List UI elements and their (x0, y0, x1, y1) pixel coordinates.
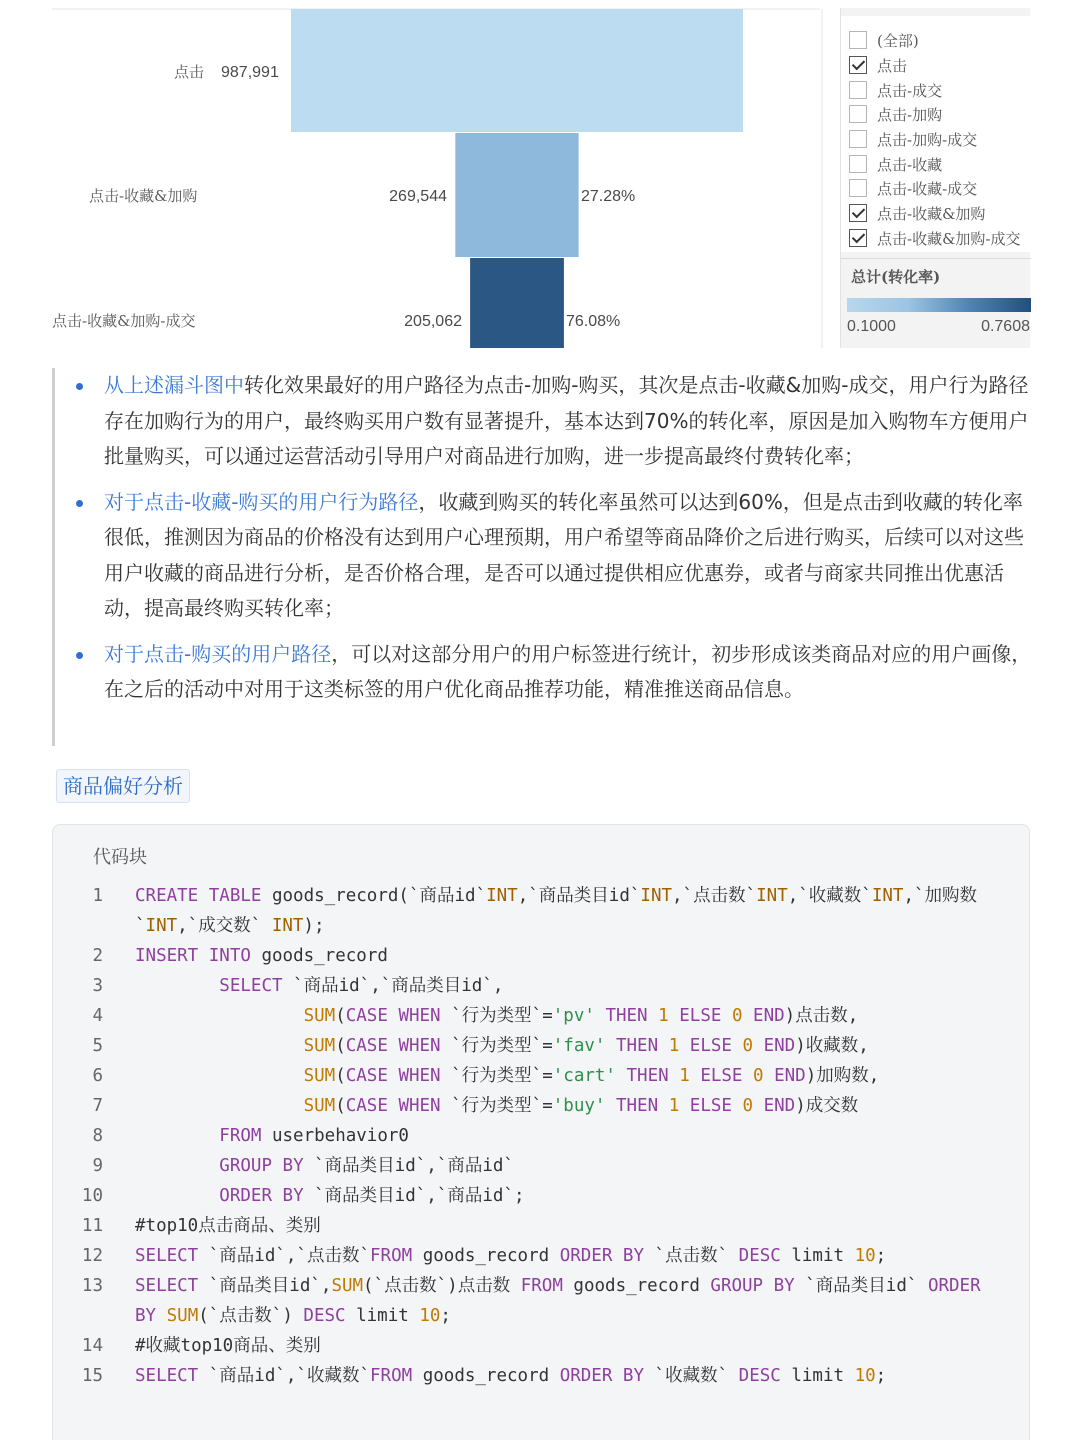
filter-item-click-buy[interactable] (849, 78, 942, 102)
bullet-item (60, 485, 1040, 627)
bullet-text: ，可以对这部分用户的用户标签进行统计，初步形成该类商品对应的用户画像，在之后的活动中对用于这类标签的用户优化商品推荐功能，精准推送商品信息。 (104, 641, 1032, 701)
code-text[interactable]: INSERT INTO goods_record (135, 946, 388, 966)
code-text[interactable]: FROM userbehavior0 (219, 1126, 409, 1146)
code-line (53, 1361, 1029, 1391)
code-line (53, 1241, 1029, 1271)
line-number: 1 (92, 886, 103, 906)
code-line (53, 1091, 1029, 1121)
checkbox[interactable] (849, 105, 867, 123)
filter-label: 点击 (877, 56, 908, 75)
line-number: 2 (92, 946, 103, 966)
code-text[interactable]: SUM(CASE WHEN `行为类型`='cart' THEN 1 ELSE 0 END)加购数, (303, 1066, 880, 1086)
checkbox[interactable] (849, 130, 867, 148)
section-heading-tag[interactable]: 商品偏好分析 (56, 769, 190, 803)
line-number: 13 (81, 1276, 103, 1296)
filter-label: 点击-收藏-成交 (877, 179, 978, 198)
filter-label: 点击-收藏&加购-成交 (877, 229, 1021, 248)
funnel-bar-click[interactable] (291, 9, 743, 132)
funnel-bar-click-fav-cart-buy[interactable] (470, 258, 564, 348)
code-line (53, 971, 1029, 1001)
code-line (53, 1181, 1029, 1211)
stage-label-click-fav-cart-buy: 点击-收藏&加购-成交 (52, 312, 196, 330)
code-text[interactable]: SUM(CASE WHEN `行为类型`='fav' THEN 1 ELSE 0 END)收藏数, (303, 1036, 869, 1056)
filter-item-click-fav[interactable] (849, 152, 942, 176)
code-text[interactable]: SELECT `商品id`,`点击数`FROM goods_record ORDER BY `点击数` DESC limit 10; (135, 1246, 887, 1266)
blockquote-bar (52, 368, 55, 746)
bullet-item (60, 637, 1040, 708)
stage-rate-click-fav-cart-buy: 76.08% (566, 313, 621, 330)
code-line (53, 1001, 1029, 1031)
line-number: 15 (81, 1366, 103, 1386)
code-text[interactable]: SELECT `商品id`,`收藏数`FROM goods_record ORDER BY `收藏数` DESC limit 10; (135, 1366, 887, 1386)
line-number: 12 (81, 1246, 103, 1266)
code-block (52, 824, 1030, 1440)
code-line (53, 1151, 1029, 1181)
stage-label-click-fav-cart: 点击-收藏&加购 (89, 187, 198, 205)
line-number: 8 (92, 1126, 103, 1146)
bullet-item (60, 368, 1040, 475)
line-number: 11 (81, 1216, 103, 1236)
code-line (53, 941, 1029, 971)
code-text[interactable]: #top10点击商品、类别 (135, 1216, 321, 1236)
bullet-highlight-link[interactable]: 从上述漏斗图中 (104, 373, 244, 397)
bullet-text: ，收藏到购买的转化率虽然可以达到60%，但是点击到收藏的转化率很低，推测因为商品的价格没有达到用户心理预期，用户希望等商品降价之后进行购买，后续可以对这些用户收藏的商品进行分析，是否价格合理，是否可以通过提供相应优惠券，或者与商家共同推出优惠活动，提高最终购买转化率； (104, 489, 1024, 620)
checkbox[interactable] (849, 204, 867, 222)
filter-label: 点击-收藏&加购 (877, 204, 986, 223)
line-number: 10 (81, 1186, 103, 1206)
line-number: 4 (92, 1006, 103, 1026)
line-number: 3 (92, 976, 103, 996)
bullet-highlight-link[interactable]: 对于点击-购买的用户路径 (104, 641, 332, 666)
code-lines (53, 881, 1029, 1391)
code-text[interactable]: GROUP BY `商品类目id`,`商品id` (219, 1156, 514, 1176)
filter-label: 点击-收藏 (877, 155, 943, 174)
code-text[interactable]: SELECT `商品类目id`,SUM(`点击数`)点击数 FROM goods_record GROUP BY `商品类目id` ORDER BY SUM(`点击数`) DESC limit 10; (135, 1276, 981, 1326)
filter-label: 点击-加购 (877, 105, 943, 124)
filter-list (841, 16, 1031, 252)
filter-item-click-cart-buy[interactable] (849, 127, 977, 151)
code-line (53, 1271, 1029, 1331)
filter-item-click-fav-cart-buy[interactable] (849, 226, 1021, 250)
line-number: 9 (92, 1156, 103, 1176)
line-number: 7 (92, 1096, 103, 1116)
stage-value-click: 987,991 (221, 64, 279, 81)
code-text[interactable]: ORDER BY `商品类目id`,`商品id`; (219, 1186, 525, 1206)
code-text[interactable]: SELECT `商品id`,`商品类目id`, (219, 976, 504, 996)
stage-rate-click-fav-cart: 27.28% (581, 188, 636, 205)
line-number: 5 (92, 1036, 103, 1056)
checkbox[interactable] (849, 155, 867, 173)
code-line (53, 1121, 1029, 1151)
code-line (53, 1061, 1029, 1091)
code-line (53, 1211, 1029, 1241)
code-line (53, 1331, 1029, 1361)
color-gradient-bar (847, 298, 1031, 312)
filter-label: (全部) (877, 31, 919, 50)
line-number: 6 (92, 1066, 103, 1086)
legend-divider (841, 258, 1031, 259)
funnel-chart (0, 0, 830, 350)
code-text[interactable]: SUM(CASE WHEN `行为类型`='pv' THEN 1 ELSE 0 END)点击数, (303, 1006, 859, 1026)
color-range-min: 0.1000 (847, 318, 896, 335)
filter-item-click-fav-buy[interactable] (849, 176, 977, 200)
checkbox[interactable] (849, 229, 867, 247)
filter-item-all[interactable] (849, 28, 919, 52)
code-line (53, 1031, 1029, 1061)
checkbox[interactable] (849, 56, 867, 74)
line-number: 14 (81, 1336, 103, 1356)
funnel-bar-click-fav-cart[interactable] (455, 133, 578, 257)
legend-panel (840, 8, 1030, 348)
stage-value-click-fav-cart: 269,544 (389, 188, 447, 205)
code-text[interactable]: #收藏top10商品、类别 (135, 1336, 321, 1356)
filter-item-click-cart[interactable] (849, 102, 942, 126)
code-line (53, 881, 1029, 941)
filter-label: 点击-加购-成交 (877, 130, 978, 149)
color-legend-title: 总计(转化率) (851, 268, 941, 286)
stage-label-click: 点击 (173, 63, 204, 81)
code-text[interactable]: SUM(CASE WHEN `行为类型`='buy' THEN 1 ELSE 0 END)成交数 (303, 1096, 859, 1116)
checkbox[interactable] (849, 179, 867, 197)
code-text[interactable]: CREATE TABLE goods_record(`商品id`INT,`商品类目id`INT,`点击数`INT,`收藏数`INT,`加购数`INT,`成交数` INT); (135, 886, 978, 936)
analysis-bullet-list (60, 368, 1040, 708)
color-range-max: 0.7608 (981, 318, 1030, 335)
checkbox[interactable] (849, 81, 867, 99)
bullet-highlight-link[interactable]: 对于点击-收藏-购买的用户行为路径 (104, 489, 419, 514)
stage-value-click-fav-cart-buy: 205,062 (404, 313, 462, 330)
checkbox[interactable] (849, 31, 867, 49)
filter-label: 点击-成交 (877, 81, 943, 100)
code-block-title: 代码块 (93, 847, 147, 868)
filter-item-click[interactable] (849, 53, 907, 77)
filter-item-click-fav-cart[interactable] (849, 201, 985, 225)
bullet-text: 转化效果最好的用户路径为点击-加购-购买，其次是点击-收藏&加购-成交，用户行为路径存在加购行为的用户，最终购买用户数有显著提升，基本达到70%的转化率，原因是加入购物车方便用户批量购买，可以通过运营活动引导用户对商品进行加购，进一步提高最终付费转化率； (104, 373, 1029, 468)
